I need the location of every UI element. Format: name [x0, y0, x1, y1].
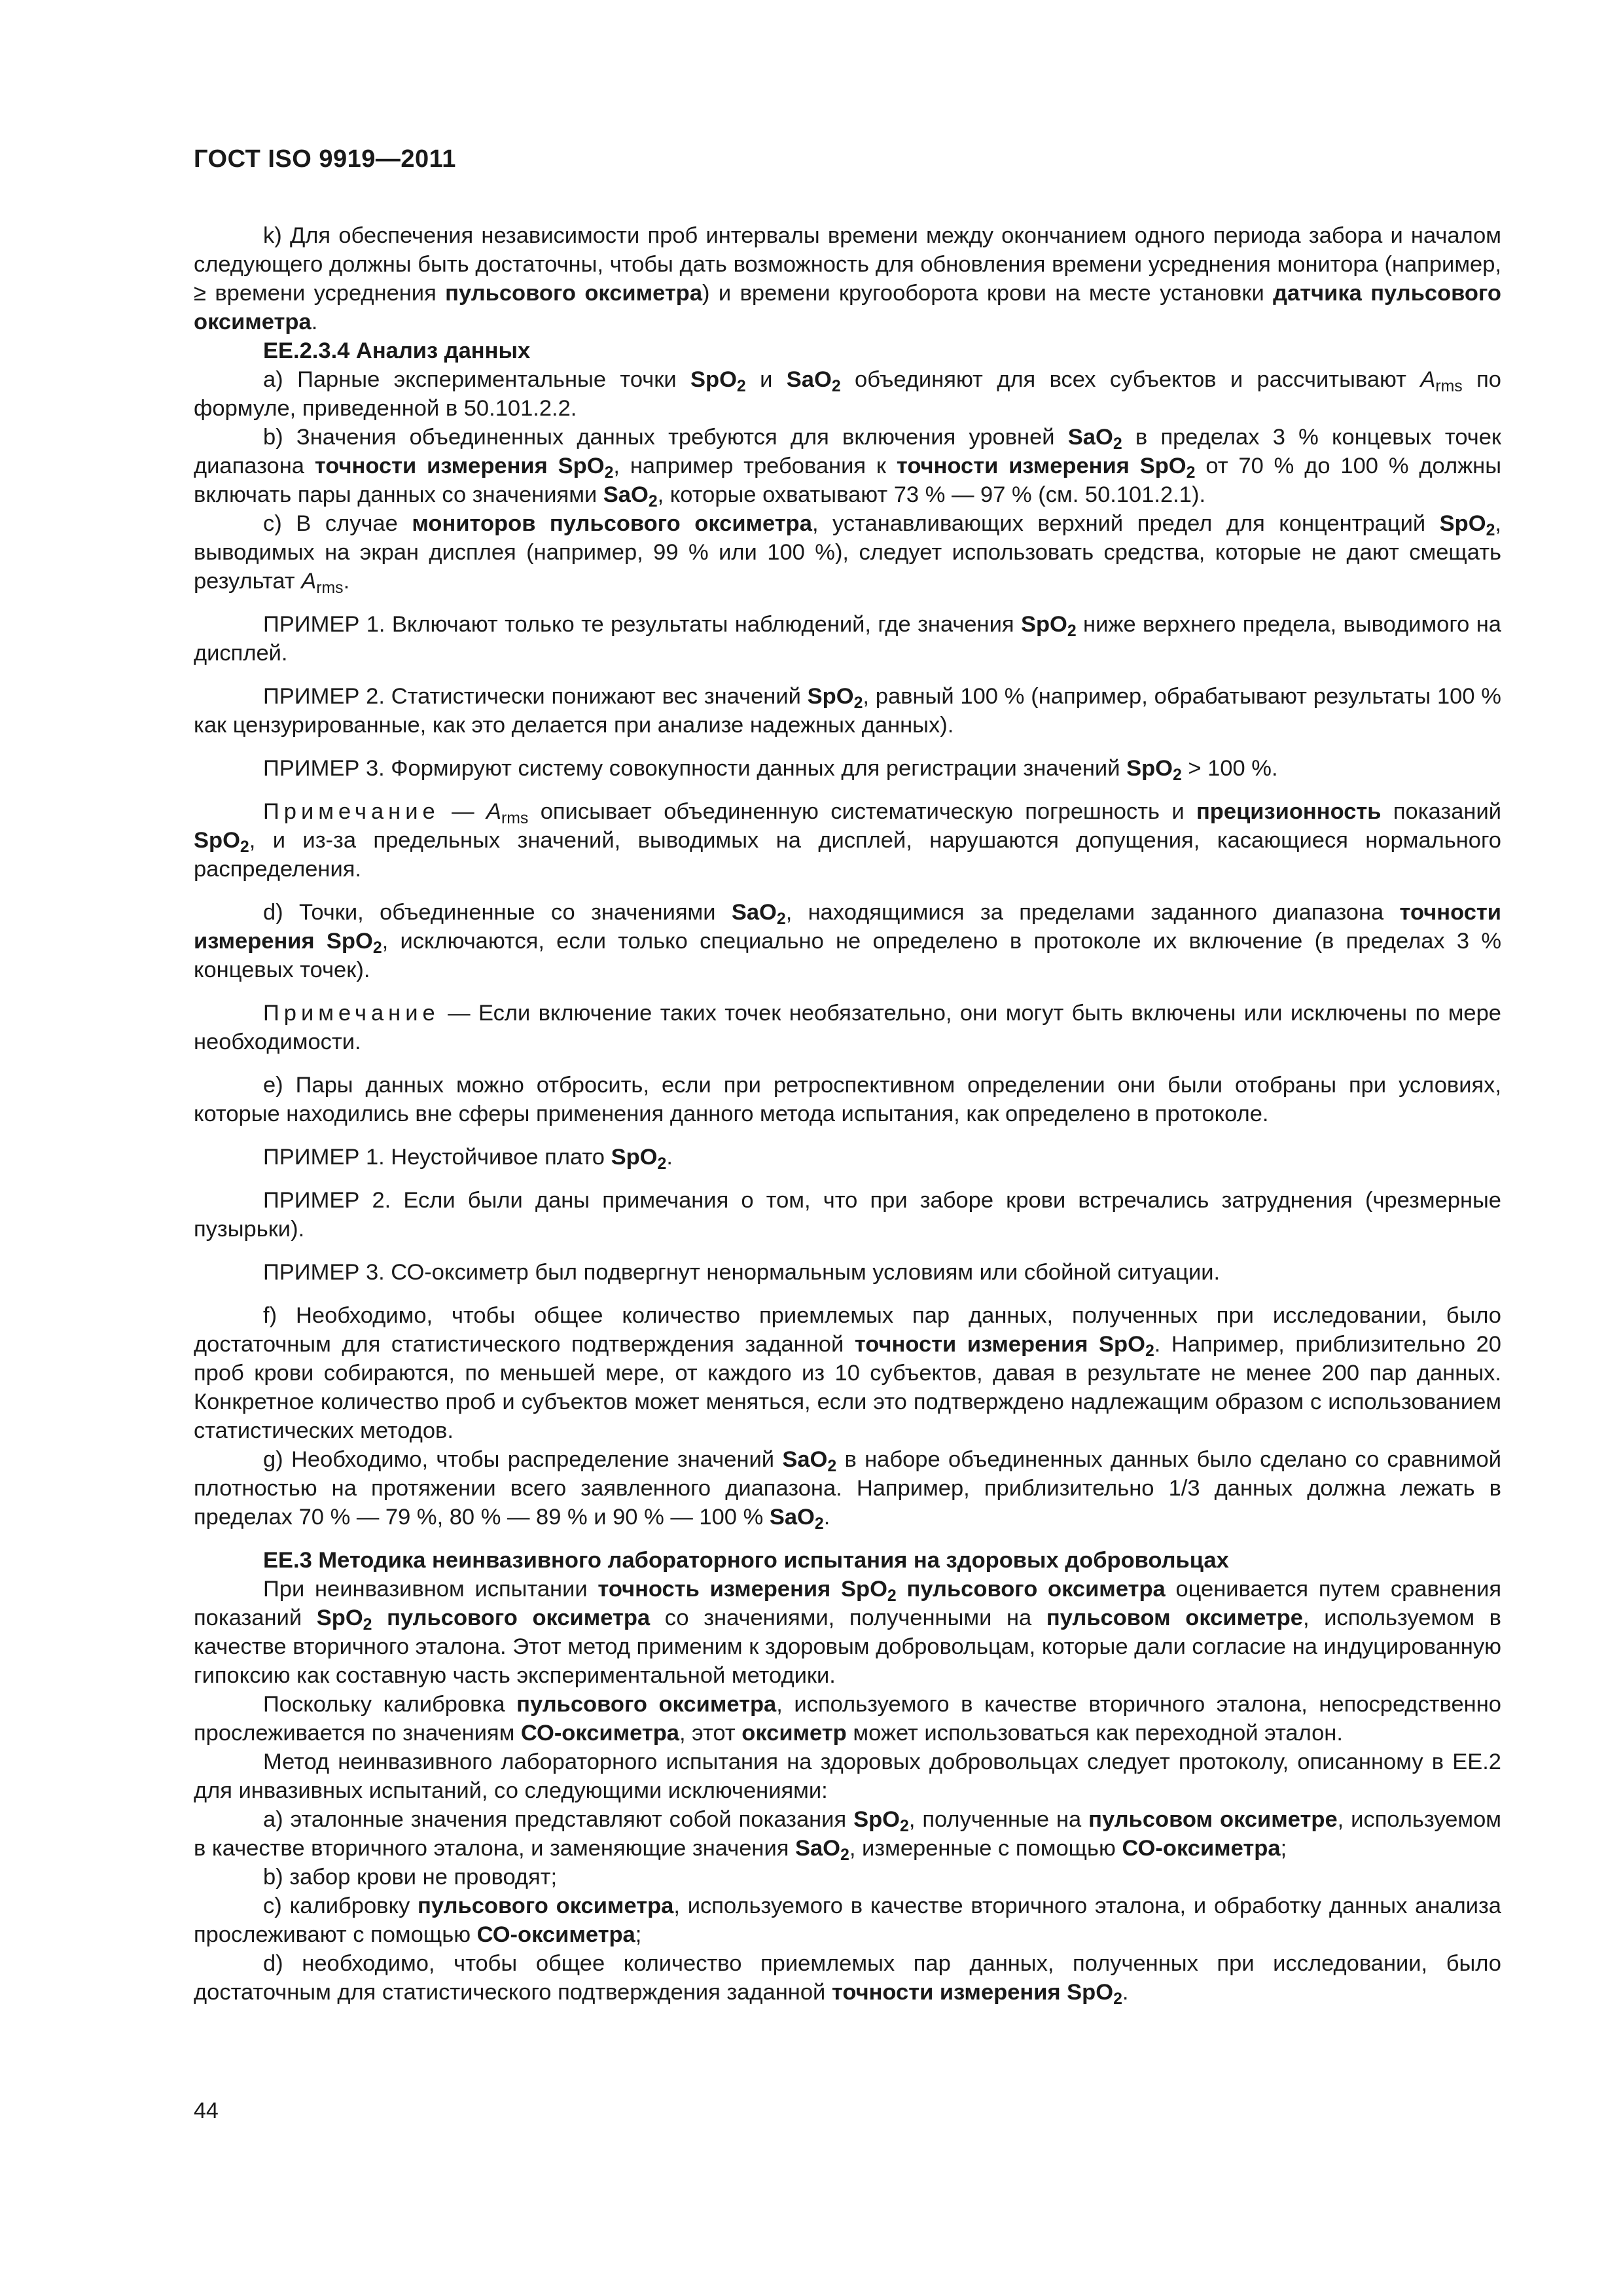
paragraph-e: е) Пары данных можно отбросить, если при ретроспективном определении они были отобраны при условиях, которые находились вне сферы применения данного метода испытания, как определено в протоколе.: [194, 1073, 1501, 1126]
example-e1: ПРИМЕР 1. Неустойчивое плато SpO$_2$.: [263, 1145, 673, 1173]
note-2: Примечание — Если включение таких точек необязательно, они могут быть включены или исключены по мере необходимости.: [194, 1001, 1501, 1054]
ee3-item-d: d) необходимо, чтобы общее количество приемлемых пар данных, полученных при исследовании, было достаточным для статистического подтверждения заданной точности измерения SpO$_2$.: [194, 1951, 1501, 2008]
paragraph-f: f) Необходимо, чтобы общее количество приемлемых пар данных, полученных при исследовании, было достаточным для статистического подтверждения заданной точности измерения SpO$_2$. Например, приблизительно 20 проб крови собираются, по меньшей мере, от каждого из 10 субъектов, давая в результате не менее 200 пар данных. Конкретное количество проб и субъектов может меняться, если это подтверждено надлежащим образом с использованием статистических методов.: [194, 1303, 1501, 1443]
paragraph-b: b) Значения объединенных данных требуются для включения уровней SaO$_2$ в пределах 3 % концевых точек диапазона точности измерения SpO$_2$, например требования к точности измерения SpO$_2$ от 70 % до 100 % должны включать пары данных со значениями SaO$_2$, которые охватывают 73 % — 97 % (см. 50.101.2.1).: [194, 425, 1502, 511]
example-3: ПРИМЕР 3. Формируют систему совокупности данных для регистрации значений SpO$_2$ > 100 %.: [263, 756, 1278, 784]
example-e3: ПРИМЕР 3. СО-оксиметр был подвергнут ненормальным условиям или сбойной ситуации.: [263, 1260, 1221, 1285]
ee3-paragraph-3: Метод неинвазивного лабораторного испытания на здоровых добровольцах следует протоколу, описанному в ЕЕ.2 для инвазивных испытаний, со следующими исключениями:: [194, 1749, 1501, 1803]
ee3-paragraph-1: При неинвазивном испытании точность измерения SpO$_2$ пульсового оксиметра оценивается путем сравнения показаний SpO$_2$ пульсового оксиметра со значениями, полученными на пульсовом оксиметре, используемом в качестве вторичного эталона. Этот метод применим к здоровым добровольцам, которые дали согласие на индуцированную гипоксию как составную часть экспериментальной методики.: [194, 1577, 1502, 1688]
ee3-item-c: с) калибровку пульсового оксиметра, используемого в качестве вторичного эталона, и обработку данных анализа прослеживают с помощью СО-оксиметра;: [194, 1893, 1501, 1947]
example-1: ПРИМЕР 1. Включают только те результаты наблюдений, где значения SpO$_2$ ниже верхнего предела, выводимого на дисплей.: [194, 612, 1501, 666]
paragraph-d: d) Точки, объединенные со значениями SaO$_2$, находящимися за пределами заданного диапазона точности измерения SpO$_2$, исключаются, если только специально не определено в протоколе их включение (в пределах 3 % концевых точек).: [194, 900, 1501, 982]
page-number: 44: [194, 2098, 219, 2123]
ee3-paragraph-2: Поскольку калибровка пульсового оксиметра, используемого в качестве вторичного эталона, непосредственно прослеживается по значениям СО-оксиметра, этот оксиметр может использоваться как переходной эталон.: [194, 1692, 1501, 1746]
paragraph-k: k) Для обеспечения независимости проб интервалы времени между окончанием одного периода забора и началом следующего должны быть достаточны, чтобы дать возможность для обновления времени усреднения монитора (например, ≥ времени усреднения пульсового оксиметра) и времени кругооборота крови на месте установки датчика пульсового оксиметра.: [194, 223, 1501, 334]
page-body: [194, 221, 1501, 2007]
paragraph-c: с) В случае мониторов пульсового оксиметра, устанавливающих верхний предел для концентраций SpO$_2$, выводимых на экран дисплея (например, 99 % или 100 %), следует использовать средства, которые не дают смещать результат $A_{rms}$.: [194, 511, 1501, 597]
note-1: Примечание — $A_{rms}$ описывает объединенную систематическую погрешность и прецизионность показаний SpO$_2$, и из-за предельных значений, выводимых на дисплей, нарушаются допущения, касающиеся нормального распределения.: [194, 799, 1501, 882]
example-2: ПРИМЕР 2. Статистически понижают вес значений SpO$_2$, равный 100 % (например, обрабатывают результаты 100 % как цензурированные, как это делается при анализе надежных данных).: [194, 684, 1501, 738]
ee3-item-b: b) забор крови не проводят;: [263, 1865, 558, 1890]
section-heading-ee3: ЕЕ.3 Методика неинвазивного лабораторного испытания на здоровых добровольцах: [263, 1548, 1229, 1573]
paragraph-a: а) Парные экспериментальные точки SpO$_2$ и SaO$_2$ объединяют для всех субъектов и рассчитывают $A_{rms}$ по формуле, приведенной в 50.101.2.2.: [194, 367, 1501, 421]
standard-header: ГОСТ ISO 9919—2011: [194, 145, 456, 173]
ee3-item-a: а) эталонные значения представляют собой показания SpO$_2$, полученные на пульсовом оксиметре, используемом в качестве вторичного эталона, и заменяющие значения SaO$_2$, измеренные с помощью СО-оксиметра;: [194, 1807, 1502, 1864]
example-e2: ПРИМЕР 2. Если были даны примечания о том, что при заборе крови встречались затруднения (чрезмерные пузырьки).: [194, 1188, 1501, 1242]
section-heading-ee234: ЕЕ.2.3.4 Анализ данных: [263, 338, 531, 363]
paragraph-g: g) Необходимо, чтобы распределение значений SaO$_2$ в наборе объединенных данных было сделано со сравнимой плотностью на протяжении всего заявленного диапазона. Например, приблизительно 1/3 данных должна лежать в пределах 70 % — 79 %, 80 % — 89 % и 90 % — 100 % SaO$_2$.: [194, 1447, 1501, 1533]
